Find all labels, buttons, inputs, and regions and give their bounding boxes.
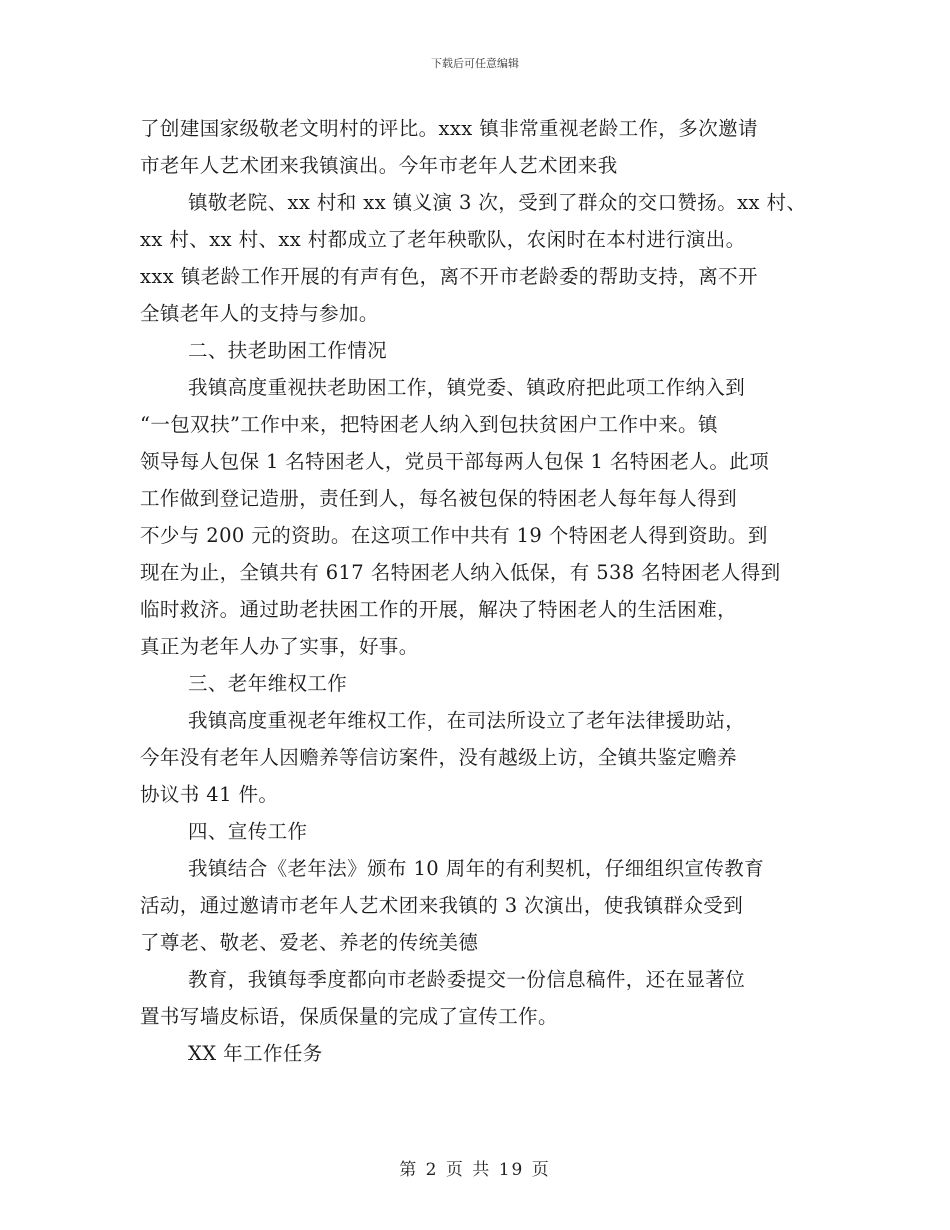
body-line: 镇敬老院、xx 村和 xx 镇义演 3 次，受到了群众的交口赞扬。xx 村、 — [188, 191, 807, 214]
body-line: xxx 镇老龄工作开展的有声有色，离不开市老龄委的帮助支持，离不开 — [140, 265, 758, 288]
document-body — [140, 110, 830, 1072]
body-line: 教育，我镇每季度都向市老龄委提交一份信息稿件，还在显著位 — [188, 968, 746, 991]
body-line: 真正为老年人办了实事，好事。 — [140, 635, 419, 658]
body-line: 活动，通过邀请市老年人艺术团来我镇的 3 次演出，使我镇群众受到 — [140, 894, 744, 917]
section-heading: 三、老年维权工作 — [188, 672, 348, 695]
body-line: 今年没有老年人因赡养等信访案件，没有越级上访，全镇共鉴定赡养 — [140, 746, 738, 769]
body-line: 我镇结合《老年法》颁布 10 周年的有利契机，仔细组织宣传教育 — [188, 857, 765, 880]
body-line: 我镇高度重视老年维权工作，在司法所设立了老年法律援助站， — [188, 709, 746, 732]
body-line: 协议书 41 件。 — [140, 783, 279, 806]
body-line: 工作做到登记造册，责任到人，每名被包保的特困老人每年每人得到 — [140, 487, 738, 510]
body-line: 了尊老、敬老、爱老、养老的传统美德 — [140, 931, 479, 954]
body-line: 领导每人包保 1 名特困老人，党员干部每两人包保 1 名特困老人。此项 — [140, 450, 770, 473]
body-line: 不少与 200 元的资助。在这项工作中共有 19 个特困老人得到资助。到 — [140, 524, 768, 547]
body-line: 我镇高度重视扶老助困工作，镇党委、镇政府把此项工作纳入到 — [188, 376, 746, 399]
section-heading: XX 年工作任务 — [188, 1042, 323, 1065]
body-line: 置书写墙皮标语，保质保量的完成了宣传工作。 — [140, 1005, 558, 1028]
body-line: xx 村、xx 村、xx 村都成立了老年秧歌队，农闲时在本村进行演出。 — [140, 228, 746, 251]
section-heading: 四、宣传工作 — [188, 820, 308, 843]
body-line: 市老年人艺术团来我镇演出。今年市老年人艺术团来我 — [140, 154, 618, 177]
page-header-note: 下载后可任意编辑 — [431, 57, 519, 70]
body-line: “一包双扶”工作中来，把特困老人纳入到包扶贫困户工作中来。镇 — [140, 413, 718, 436]
body-line: 全镇老年人的支持与参加。 — [140, 302, 379, 325]
body-line: 临时救济。通过助老扶困工作的开展，解决了特困老人的生活困难， — [140, 598, 738, 621]
page-number: 第 2 页 共 19 页 — [399, 1160, 551, 1180]
section-heading: 二、扶老助困工作情况 — [188, 339, 388, 362]
body-line: 现在为止，全镇共有 617 名特困老人纳入低保，有 538 名特困老人得到 — [140, 561, 781, 584]
body-line: 了创建国家级敬老文明村的评比。xxx 镇非常重视老龄工作，多次邀请 — [140, 117, 758, 140]
